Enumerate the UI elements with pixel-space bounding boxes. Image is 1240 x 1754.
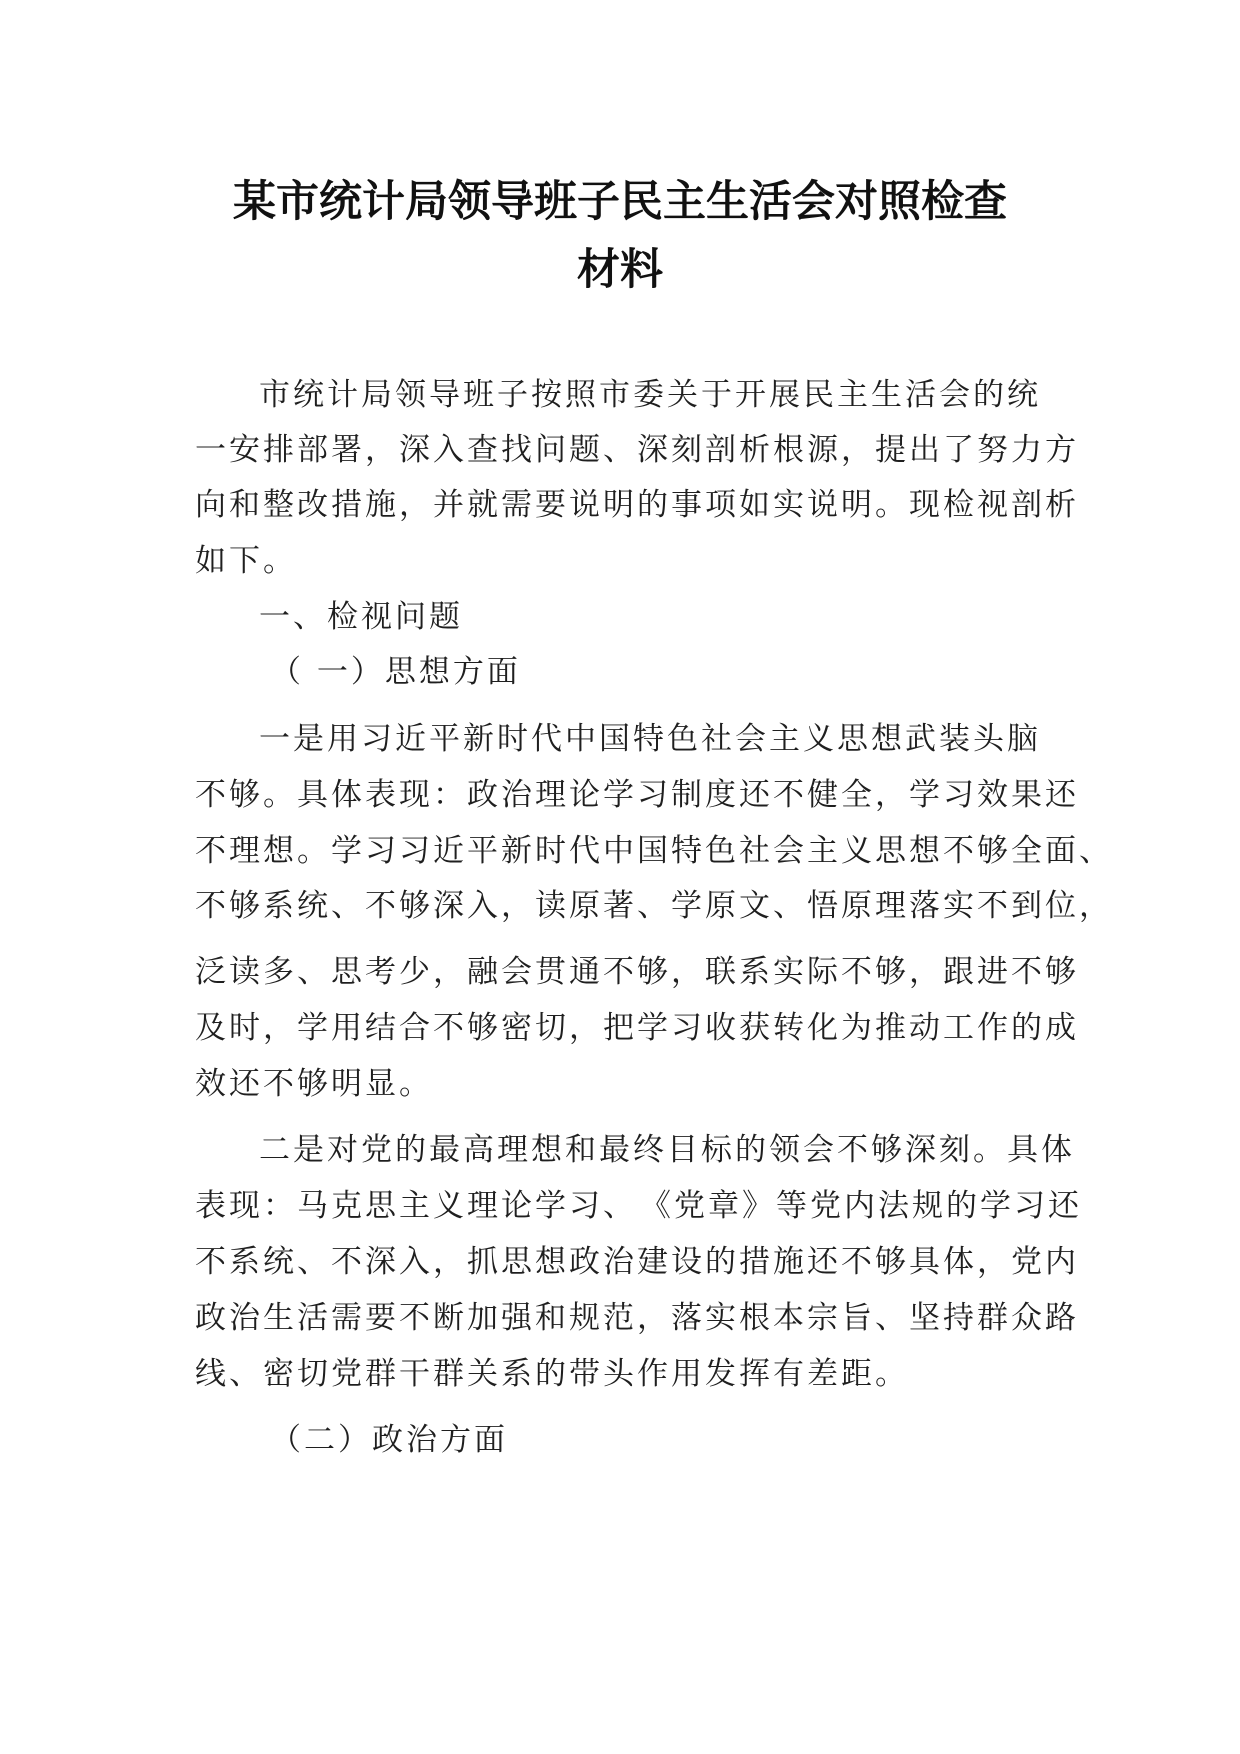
paragraph-line: 市统计局领导班子按照市委关于开展民主生活会的统 <box>259 377 1041 413</box>
paragraph-line: 表现：马克思主义理论学习、 《党章》等党内法规的学习还 <box>195 1188 1082 1224</box>
paragraph-line: 一安排部署，深入查找问题、深刻剖析根源，提出了努力方 <box>195 432 1079 468</box>
paragraph-line: 线、密切党群干群关系的带头作用发挥有差距。 <box>195 1356 909 1392</box>
section-heading: 一、检视问题 <box>259 599 463 635</box>
paragraph-line: 泛读多、思考少，融会贯通不够，联系实际不够，跟进不够 <box>195 954 1079 990</box>
paragraph-line: 不系统、不深入，抓思想政治建设的措施还不够具体，党内 <box>195 1244 1079 1280</box>
paragraph-line: 向和整改措施，并就需要说明的事项如实说明。现检视剖析 <box>195 487 1079 523</box>
paragraph-line: 二是对党的最高理想和最终目标的领会不够深刻。具体 <box>259 1132 1075 1168</box>
paragraph-line: 如下。 <box>195 543 297 579</box>
subsection-heading: （ 一）思想方面 <box>270 654 521 690</box>
paragraph-line: 不够系统、不够深入，读原著、学原文、悟原理落实不到位， <box>195 888 1113 924</box>
document-title-line-2: 材料 <box>577 245 663 295</box>
subsection-heading: （二）政治方面 <box>270 1422 508 1458</box>
document-title-line-1: 某市统计局领导班子民主生活会对照检查 <box>233 177 1007 227</box>
paragraph-line: 不够。具体表现：政治理论学习制度还不健全，学习效果还 <box>195 777 1079 813</box>
paragraph-line: 政治生活需要不断加强和规范，落实根本宗旨、坚持群众路 <box>195 1300 1079 1336</box>
paragraph-line: 效还不够明显。 <box>195 1066 433 1102</box>
paragraph-line: 一是用习近平新时代中国特色社会主义思想武装头脑 <box>259 721 1041 757</box>
paragraph-line: 不理想。学习习近平新时代中国特色社会主义思想不够全面、 <box>195 833 1113 869</box>
paragraph-line: 及时，学用结合不够密切，把学习收获转化为推动工作的成 <box>195 1010 1079 1046</box>
